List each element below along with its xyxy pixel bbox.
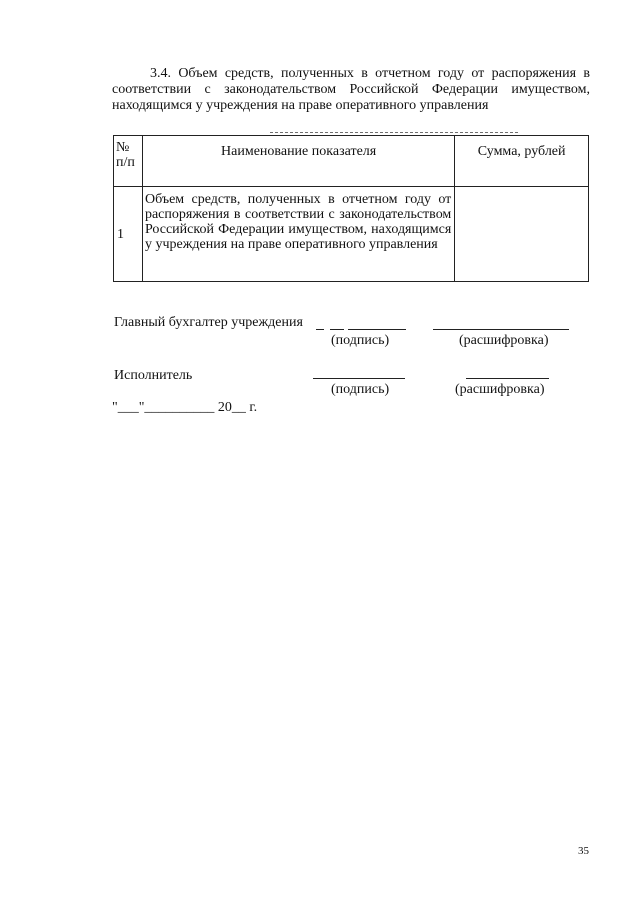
executor-decode-line — [466, 378, 549, 379]
header-indicator-name: Наименование показателя — [142, 136, 454, 187]
date-line: "___"__________ 20__ г. — [112, 400, 258, 415]
header-sum: Сумма, рублей — [455, 136, 589, 187]
chief-accountant-label: Главный бухгалтер учреждения — [114, 315, 303, 330]
page-number: 35 — [578, 845, 589, 857]
chief-accountant-mark-line — [316, 329, 324, 330]
executor-signature-caption: (подпись) — [331, 382, 390, 397]
row-sum — [455, 187, 589, 282]
chief-accountant-mark-line-2 — [330, 329, 344, 330]
chief-accountant-decode-caption: (расшифровка) — [459, 333, 549, 348]
heading-underline — [270, 132, 518, 133]
chief-accountant-decode-line — [433, 329, 569, 330]
chief-accountant-signature-caption: (подпись) — [331, 333, 390, 348]
section-heading: 3.4. Объем средств, полученных в отчетном году от распоряжения в соответствии с законодательством Российской Федерации имуществом, находящимся у учреждения на праве оперативного управления — [112, 66, 590, 113]
chief-accountant-signature-line — [348, 329, 406, 330]
row-indicator-name: Объем средств, полученных в отчетном году от распоряжения в соответствии с законодательством Российской Федерации имуществом, находящимся у учреждения на праве оперативного управления — [142, 187, 454, 282]
row-number: 1 — [114, 187, 143, 282]
executor-signature-line — [313, 378, 405, 379]
executor-label: Исполнитель — [114, 368, 193, 383]
table-row — [114, 187, 589, 282]
executor-decode-caption: (расшифровка) — [455, 382, 545, 397]
header-number: № п/п — [114, 136, 143, 187]
indicator-table — [113, 135, 589, 282]
table-header-row — [114, 136, 589, 187]
